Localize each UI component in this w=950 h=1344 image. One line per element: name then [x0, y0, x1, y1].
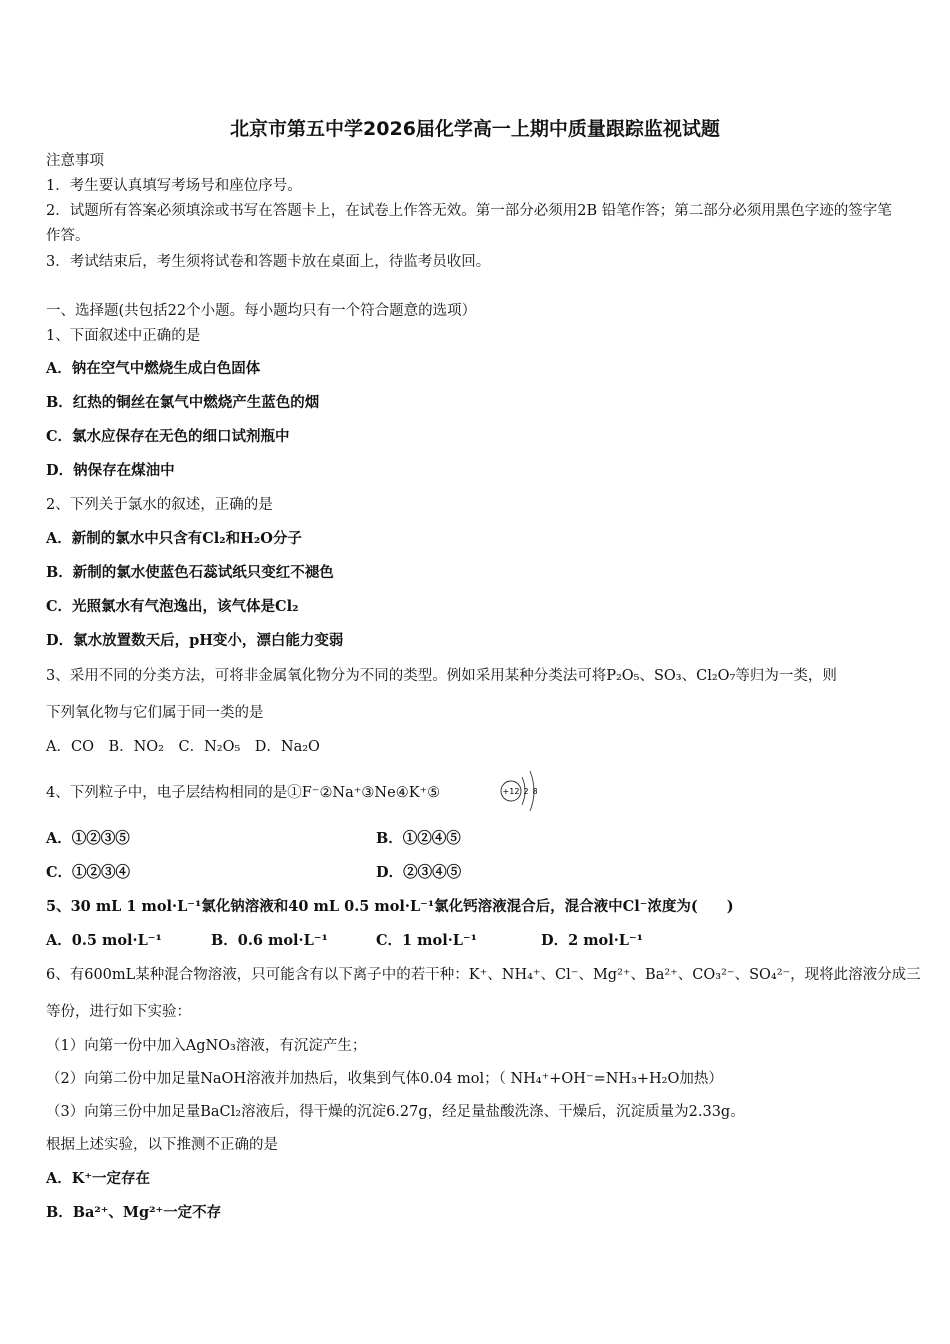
question-6-stem-line-1: 6、有600mL某种混合物溶液，只可能含有以下离子中的若干种：K⁺、NH₄⁺、Cl⁻、Mg²⁺、Ba²⁺、CO₃²⁻、SO₄²⁻，现将此溶液分成三	[46, 967, 921, 983]
question-6-option-a: A．K⁺一定存在	[46, 1170, 151, 1187]
question-1-option-a: A．钠在空气中燃烧生成白色固体	[46, 360, 261, 377]
question-6-step-3: （3）向第三份中加足量BaCl₂溶液后，得干燥的沉淀6.27g，经足量盐酸洗涤、干燥后，沉淀质量为2.33g。	[46, 1104, 745, 1120]
question-6-stem-line-2: 等份，进行如下实验：	[46, 1004, 191, 1020]
question-2-option-d: D．氯水放置数天后，pH变小，漂白能力变弱	[46, 632, 344, 649]
question-4-option-b: B．①②④⑤	[376, 830, 461, 847]
page-title: 北京市第五中学2026届化学高一上期中质量跟踪监视试题	[230, 118, 720, 140]
question-6-inference: 根据上述实验，以下推测不正确的是	[46, 1137, 278, 1153]
electron-shell-2-count: 8	[532, 787, 538, 796]
question-2-option-a: A．新制的氯水中只含有Cl₂和H₂O分子	[46, 530, 302, 547]
question-3-stem-line-1: 3、采用不同的分类方法，可将非金属氧化物分为不同的类型。例如采用某种分类法可将P₂O₅、SO₃、Cl₂O₇等归为一类，则	[46, 668, 837, 684]
question-4-stem: 4、下列粒子中，电子层结构相同的是①F⁻②Na⁺③Ne④K⁺⑤	[46, 785, 441, 801]
notice-item-2: 2．试题所有答案必须填涂或书写在答题卡上，在试卷上作答无效。第一部分必须用2B 铅笔作答；第二部分必须用黑色字迹的签字笔作答。	[46, 203, 892, 244]
question-6-option-b: B．Ba²⁺、Mg²⁺一定不存	[46, 1204, 222, 1221]
question-5-stem: 5、30 mL 1 mol·L⁻¹氯化钠溶液和40 mL 0.5 mol·L⁻¹氯化钙溶液混合后，混合液中Cl⁻浓度为( )	[46, 898, 734, 915]
question-3-options: A．CO B．NO₂ C．N₂O₅ D．Na₂O	[46, 739, 320, 755]
notice-item-3: 3．考试结束后，考生须将试卷和答题卡放在桌面上，待监考员收回。	[46, 254, 491, 270]
nucleus-charge: +12	[502, 787, 520, 796]
question-6-step-2: （2）向第二份中加足量NaOH溶液并加热后，收集到气体0.04 mol；（ NH₄⁺+OH⁻=NH₃+H₂O加热）	[46, 1071, 723, 1087]
question-5-option-b: B．0.6 mol·L⁻¹	[211, 932, 328, 949]
electron-shell-1-count: 2	[523, 787, 529, 796]
question-2-option-c: C．光照氯水有气泡逸出，该气体是Cl₂	[46, 598, 299, 615]
notice-heading: 注意事项	[46, 153, 104, 169]
question-5-option-c: C．1 mol·L⁻¹	[376, 932, 477, 949]
question-2-stem: 2、下列关于氯水的叙述，正确的是	[46, 497, 273, 513]
question-1-stem: 1、下面叙述中正确的是	[46, 328, 201, 344]
question-1-option-d: D．钠保存在煤油中	[46, 462, 175, 479]
question-3-stem-line-2: 下列氧化物与它们属于同一类的是	[46, 705, 264, 721]
question-1-option-c: C．氯水应保存在无色的细口试剂瓶中	[46, 428, 290, 445]
atom-structure-diagram	[498, 766, 544, 816]
question-4-option-d: D．②③④⑤	[376, 864, 462, 881]
question-2-option-b: B．新制的氯水使蓝色石蕊试纸只变红不褪色	[46, 564, 334, 581]
question-1-option-b: B．红热的铜丝在氯气中燃烧产生蓝色的烟	[46, 394, 320, 411]
question-4-option-a: A．①②③⑤	[46, 830, 130, 847]
question-5-option-d: D．2 mol·L⁻¹	[541, 932, 643, 949]
section-heading: 一、选择题(共包括22个小题。每小题均只有一个符合题意的选项）	[46, 303, 477, 319]
notice-item-1: 1．考生要认真填写考场号和座位序号。	[46, 178, 302, 194]
question-4-option-c: C．①②③④	[46, 864, 131, 881]
question-5-option-a: A．0.5 mol·L⁻¹	[46, 932, 162, 949]
question-6-step-1: （1）向第一份中加入AgNO₃溶液，有沉淀产生；	[46, 1038, 367, 1054]
